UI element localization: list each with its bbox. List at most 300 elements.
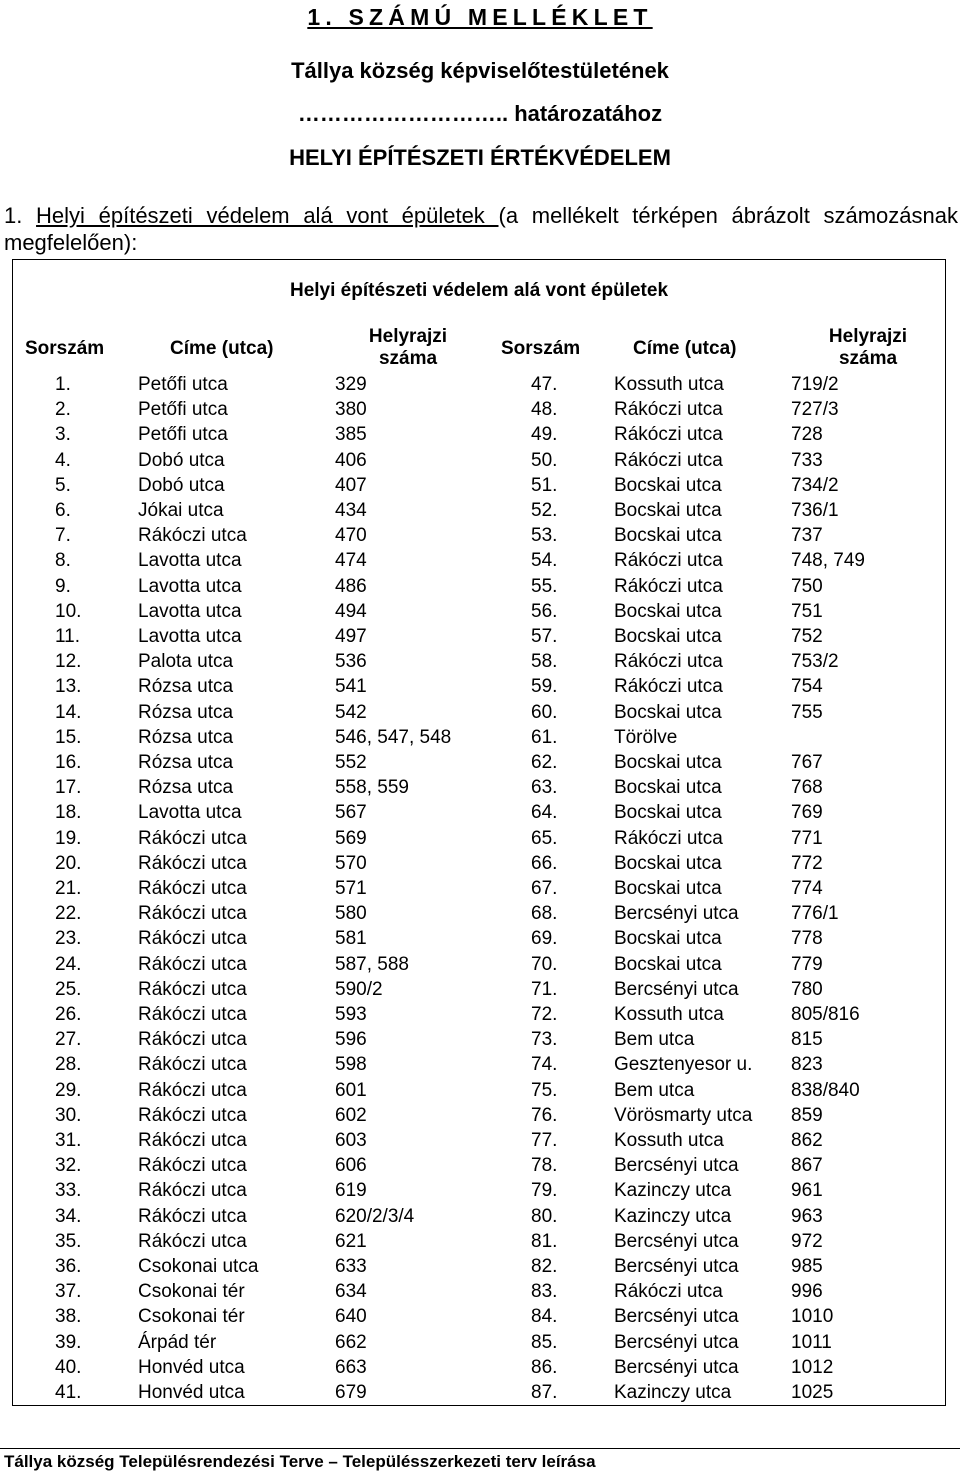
- cell-sorszam-right: 60.: [531, 701, 558, 723]
- cell-hrsz-right: 963: [791, 1205, 823, 1227]
- cell-hrsz-right: 734/2: [791, 474, 839, 496]
- cell-sorszam-right: 70.: [531, 953, 558, 975]
- cell-hrsz-left: 662: [335, 1331, 367, 1353]
- cell-cim-left: Lavotta utca: [138, 600, 242, 622]
- cell-hrsz-right: 774: [791, 878, 823, 899]
- table-row: [13, 1128, 945, 1153]
- cell-hrsz-right: 772: [791, 852, 823, 874]
- cell-cim-left: Rákóczi utca: [138, 1130, 247, 1151]
- cell-hrsz-right: 1025: [791, 1382, 834, 1403]
- cell-sorszam-left: 14.: [55, 701, 82, 723]
- cell-cim-left: Rózsa utca: [138, 726, 234, 748]
- cell-hrsz-right: 985: [791, 1256, 823, 1277]
- cell-cim-right: Kossuth utca: [614, 1004, 724, 1025]
- cell-hrsz-right: 753/2: [791, 651, 839, 673]
- table-row: [13, 1027, 945, 1052]
- cell-hrsz-right: 972: [791, 1230, 823, 1252]
- cell-sorszam-left: 26.: [55, 1004, 82, 1025]
- cell-cim-right: Bercsényi utca: [614, 1256, 739, 1277]
- cell-sorszam-right: 77.: [531, 1130, 558, 1151]
- cell-hrsz-left: 598: [335, 1054, 367, 1076]
- cell-sorszam-right: 51.: [531, 474, 558, 496]
- cell-sorszam-left: 19.: [55, 827, 82, 849]
- cell-hrsz-right: 867: [791, 1155, 823, 1177]
- cell-sorszam-left: 12.: [55, 651, 82, 673]
- table-row: [13, 1204, 945, 1229]
- cell-hrsz-left: 571: [335, 878, 367, 899]
- cell-hrsz-left: 606: [335, 1155, 367, 1177]
- table-row: [13, 1229, 945, 1254]
- cell-sorszam-right: 68.: [531, 903, 558, 925]
- cell-cim-left: Rákóczi utca: [138, 953, 247, 975]
- subtitle-council: Tállya község képviselőtestületének: [291, 58, 669, 83]
- cell-hrsz-right: 1011: [791, 1331, 832, 1353]
- cell-cim-right: Bocskai utca: [614, 802, 722, 824]
- col-header-sorszam-right: Sorszám: [501, 338, 581, 359]
- cell-sorszam-left: 41.: [55, 1382, 82, 1403]
- cell-cim-left: Honvéd utca: [138, 1382, 245, 1403]
- cell-hrsz-right: 768: [791, 777, 823, 799]
- cell-hrsz-left: 663: [335, 1356, 367, 1378]
- cell-cim-right: Bercsényi utca: [614, 903, 739, 925]
- cell-cim-right: Kossuth utca: [614, 374, 724, 395]
- cell-hrsz-right: 779: [791, 953, 823, 975]
- cell-cim-right: Bocskai utca: [614, 752, 722, 773]
- cell-cim-right: Kazinczy utca: [614, 1205, 732, 1227]
- cell-cim-right: Rákóczi utca: [614, 399, 723, 421]
- cell-hrsz-right: 767: [791, 752, 823, 773]
- cell-sorszam-left: 30.: [55, 1104, 82, 1126]
- cell-sorszam-right: 66.: [531, 852, 558, 874]
- cell-sorszam-left: 38.: [55, 1306, 82, 1328]
- cell-hrsz-right: 750: [791, 575, 823, 597]
- cell-cim-right: Bercsényi utca: [614, 1155, 739, 1177]
- col-header-hrsz-left: Helyrajzi száma: [368, 326, 448, 369]
- cell-hrsz-left: 567: [335, 802, 367, 824]
- cell-cim-left: Honvéd utca: [138, 1356, 245, 1378]
- cell-hrsz-right: 737: [791, 525, 823, 547]
- cell-sorszam-right: 72.: [531, 1004, 558, 1025]
- cell-hrsz-right: 752: [791, 626, 823, 647]
- cell-cim-left: Lavotta utca: [138, 802, 242, 824]
- cell-sorszam-right: 78.: [531, 1155, 558, 1177]
- cell-cim-left: Rózsa utca: [138, 676, 234, 698]
- cell-sorszam-right: 79.: [531, 1180, 558, 1202]
- cell-sorszam-right: 80.: [531, 1205, 558, 1227]
- cell-hrsz-right: 1012: [791, 1356, 834, 1378]
- cell-cim-right: Bocskai utca: [614, 626, 722, 647]
- cell-sorszam-right: 62.: [531, 752, 558, 773]
- cell-cim-right: Rákóczi utca: [614, 1281, 723, 1303]
- table-row: [13, 548, 945, 573]
- cell-cim-left: Rákóczi utca: [138, 1205, 247, 1227]
- cell-hrsz-left: 385: [335, 424, 367, 446]
- table-row: [13, 1380, 945, 1405]
- table-row: [13, 1052, 945, 1077]
- subtitle-resolution: ……………………….. határozatához: [297, 101, 663, 126]
- table-row: [13, 624, 945, 649]
- cell-hrsz-right: 719/2: [791, 374, 839, 395]
- cell-hrsz-left: 602: [335, 1104, 367, 1126]
- table-row: [13, 498, 945, 523]
- cell-cim-right: Bocskai utca: [614, 953, 722, 975]
- cell-sorszam-left: 20.: [55, 852, 82, 874]
- table-row: [13, 901, 945, 926]
- cell-cim-left: Petőfi utca: [138, 374, 228, 395]
- table-title: Helyi építészeti védelem alá vont épületek: [289, 280, 669, 301]
- cell-cim-left: Palota utca: [138, 651, 234, 673]
- cell-cim-right: Bocskai utca: [614, 777, 722, 799]
- cell-sorszam-left: 35.: [55, 1230, 82, 1252]
- cell-sorszam-left: 24.: [55, 953, 82, 975]
- table-row: [13, 800, 945, 825]
- cell-sorszam-left: 3.: [55, 424, 71, 446]
- cell-cim-right: Rákóczi utca: [614, 827, 723, 849]
- table-row: [13, 1279, 945, 1304]
- cell-sorszam-left: 8.: [55, 550, 71, 572]
- cell-sorszam-right: 71.: [531, 978, 558, 1000]
- cell-cim-right: Bocskai utca: [614, 928, 722, 950]
- cell-sorszam-left: 31.: [55, 1130, 82, 1151]
- cell-hrsz-left: 640: [335, 1306, 367, 1328]
- cell-hrsz-left: 434: [335, 500, 367, 521]
- cell-sorszam-left: 21.: [55, 878, 82, 899]
- cell-cim-right: Rákóczi utca: [614, 424, 723, 446]
- cell-hrsz-left: 546, 547, 548: [335, 726, 452, 748]
- cell-sorszam-right: 61.: [531, 726, 558, 748]
- cell-cim-left: Csokonai utca: [138, 1256, 259, 1277]
- table-row: [13, 1153, 945, 1178]
- cell-sorszam-right: 59.: [531, 676, 558, 698]
- document-title: 1. SZÁMÚ MELLÉKLET: [307, 4, 653, 30]
- cell-cim-left: Lavotta utca: [138, 575, 242, 597]
- cell-sorszam-left: 2.: [55, 399, 71, 421]
- cell-hrsz-right: 755: [791, 701, 823, 723]
- cell-hrsz-right: 823: [791, 1054, 823, 1076]
- cell-sorszam-left: 25.: [55, 978, 82, 1000]
- cell-sorszam-right: 83.: [531, 1281, 558, 1303]
- table-row: [13, 649, 945, 674]
- table-row: [13, 574, 945, 599]
- cell-sorszam-left: 10.: [55, 600, 82, 622]
- cell-cim-right: Bem utca: [614, 1029, 695, 1051]
- cell-cim-right: Kazinczy utca: [614, 1382, 732, 1403]
- cell-sorszam-right: 55.: [531, 575, 558, 597]
- cell-hrsz-left: 590/2: [335, 978, 383, 1000]
- cell-hrsz-right: 1010: [791, 1306, 834, 1328]
- table-row: [13, 851, 945, 876]
- cell-sorszam-right: 50.: [531, 449, 558, 471]
- cell-sorszam-right: 64.: [531, 802, 558, 824]
- cell-cim-left: Rákóczi utca: [138, 903, 247, 925]
- cell-cim-right: Rákóczi utca: [614, 575, 723, 597]
- cell-sorszam-left: 17.: [55, 777, 82, 799]
- table-row: [13, 977, 945, 1002]
- cell-cim-left: Csokonai tér: [138, 1281, 245, 1303]
- cell-sorszam-right: 54.: [531, 550, 558, 572]
- cell-cim-right: Kossuth utca: [614, 1130, 724, 1151]
- cell-cim-right: Gesztenyesor u.: [614, 1054, 753, 1076]
- cell-cim-right: Bercsényi utca: [614, 978, 739, 1000]
- cell-hrsz-right: 771: [791, 827, 823, 849]
- cell-cim-left: Lavotta utca: [138, 550, 242, 572]
- cell-hrsz-left: 679: [335, 1382, 367, 1403]
- cell-cim-left: Csokonai tér: [138, 1306, 245, 1328]
- col-header-cim-right: Címe (utca): [633, 338, 737, 359]
- cell-sorszam-left: 1.: [55, 374, 71, 395]
- cell-cim-right: Bocskai utca: [614, 701, 722, 723]
- cell-cim-right: Bercsényi utca: [614, 1331, 739, 1353]
- cell-hrsz-left: 406: [335, 449, 367, 471]
- cell-cim-left: Árpád tér: [138, 1331, 217, 1353]
- cell-hrsz-left: 581: [335, 928, 367, 950]
- cell-cim-left: Rákóczi utca: [138, 1029, 247, 1051]
- cell-sorszam-left: 27.: [55, 1029, 82, 1051]
- cell-hrsz-left: 380: [335, 399, 367, 421]
- cell-cim-left: Rákóczi utca: [138, 1155, 247, 1177]
- cell-cim-left: Rákóczi utca: [138, 878, 247, 899]
- cell-hrsz-right: 815: [791, 1029, 823, 1051]
- cell-sorszam-left: 22.: [55, 903, 82, 925]
- cell-hrsz-left: 620/2/3/4: [335, 1205, 415, 1227]
- table-row: [13, 372, 945, 397]
- cell-hrsz-left: 603: [335, 1130, 367, 1151]
- cell-cim-right: Bocskai utca: [614, 500, 722, 521]
- cell-sorszam-left: 29.: [55, 1079, 82, 1101]
- cell-sorszam-right: 63.: [531, 777, 558, 799]
- cell-cim-left: Dobó utca: [138, 449, 225, 471]
- cell-sorszam-right: 84.: [531, 1306, 558, 1328]
- cell-hrsz-left: 494: [335, 600, 367, 622]
- table-row: [13, 1330, 945, 1355]
- cell-cim-left: Rákóczi utca: [138, 852, 247, 874]
- cell-cim-right: Bocskai utca: [614, 525, 722, 547]
- cell-hrsz-left: 634: [335, 1281, 367, 1303]
- page-footer: Tállya község Településrendezési Terve – Településszerkezeti terv leírása: [4, 1452, 596, 1471]
- cell-hrsz-left: 407: [335, 474, 367, 496]
- cell-cim-left: Petőfi utca: [138, 399, 228, 421]
- cell-hrsz-right: 862: [791, 1130, 823, 1151]
- cell-sorszam-left: 7.: [55, 525, 71, 547]
- table-row: [13, 397, 945, 422]
- cell-sorszam-left: 34.: [55, 1205, 82, 1227]
- cell-sorszam-left: 9.: [55, 575, 71, 597]
- intro-lead: 1.: [4, 203, 37, 228]
- cell-sorszam-right: 69.: [531, 928, 558, 950]
- cell-sorszam-right: 87.: [531, 1382, 558, 1403]
- cell-sorszam-left: 28.: [55, 1054, 82, 1076]
- cell-hrsz-left: 329: [335, 374, 367, 395]
- table-row: [13, 876, 945, 901]
- cell-hrsz-right: 859: [791, 1104, 823, 1126]
- cell-hrsz-left: 486: [335, 575, 367, 597]
- cell-sorszam-right: 49.: [531, 424, 558, 446]
- cell-sorszam-left: 13.: [55, 676, 82, 698]
- cell-hrsz-left: 541: [335, 676, 367, 698]
- cell-hrsz-right: 838/840: [791, 1079, 860, 1101]
- cell-cim-left: Lavotta utca: [138, 626, 242, 647]
- cell-hrsz-right: 780: [791, 978, 823, 1000]
- cell-hrsz-right: 769: [791, 802, 823, 824]
- table-row: [13, 422, 945, 447]
- table-row: [13, 1355, 945, 1380]
- subtitle-section: HELYI ÉPÍTÉSZETI ÉRTÉKVÉDELEM: [289, 145, 671, 170]
- cell-sorszam-right: 53.: [531, 525, 558, 547]
- cell-sorszam-right: 75.: [531, 1079, 558, 1101]
- cell-hrsz-left: 552: [335, 752, 367, 773]
- cell-hrsz-left: 587, 588: [335, 953, 409, 975]
- cell-hrsz-right: 996: [791, 1281, 823, 1303]
- cell-hrsz-right: 733: [791, 449, 823, 471]
- cell-sorszam-right: 48.: [531, 399, 558, 421]
- cell-hrsz-left: 593: [335, 1004, 367, 1025]
- cell-cim-left: Rákóczi utca: [138, 1230, 247, 1252]
- cell-cim-left: Petőfi utca: [138, 424, 228, 446]
- cell-cim-left: Rózsa utca: [138, 752, 234, 773]
- cell-hrsz-right: 727/3: [791, 399, 839, 421]
- cell-cim-left: Rákóczi utca: [138, 1079, 247, 1101]
- cell-cim-right: Rákóczi utca: [614, 651, 723, 673]
- cell-hrsz-left: 619: [335, 1180, 367, 1202]
- intro-underlined: Helyi építészeti védelem alá vont épületek: [36, 203, 499, 228]
- cell-hrsz-right: 754: [791, 676, 823, 698]
- cell-hrsz-right: 778: [791, 928, 823, 950]
- cell-cim-right: Törölve: [614, 726, 678, 748]
- cell-sorszam-left: 39.: [55, 1331, 82, 1353]
- cell-hrsz-left: 497: [335, 626, 367, 647]
- cell-sorszam-left: 32.: [55, 1155, 82, 1177]
- cell-cim-right: Bocskai utca: [614, 600, 722, 622]
- cell-sorszam-left: 23.: [55, 928, 82, 950]
- cell-hrsz-right: 805/816: [791, 1004, 860, 1025]
- table-row: [13, 1078, 945, 1103]
- cell-sorszam-left: 4.: [55, 449, 71, 471]
- cell-cim-left: Rákóczi utca: [138, 1054, 247, 1076]
- cell-sorszam-left: 16.: [55, 752, 82, 773]
- cell-cim-right: Rákóczi utca: [614, 449, 723, 471]
- cell-sorszam-left: 5.: [55, 474, 71, 496]
- cell-hrsz-left: 580: [335, 903, 367, 925]
- cell-cim-left: Rákóczi utca: [138, 1104, 247, 1126]
- cell-sorszam-left: 6.: [55, 500, 71, 521]
- cell-hrsz-left: 474: [335, 550, 367, 572]
- cell-hrsz-left: 621: [335, 1230, 367, 1252]
- table-row: [13, 1254, 945, 1279]
- cell-cim-left: Rákóczi utca: [138, 928, 247, 950]
- cell-cim-left: Rákóczi utca: [138, 1004, 247, 1025]
- cell-sorszam-right: 52.: [531, 500, 558, 521]
- footer-divider: [0, 1448, 960, 1449]
- cell-sorszam-right: 85.: [531, 1331, 558, 1353]
- table-row: [13, 700, 945, 725]
- cell-hrsz-left: 558, 559: [335, 777, 409, 799]
- cell-cim-right: Rákóczi utca: [614, 550, 723, 572]
- cell-hrsz-right: 751: [791, 600, 823, 622]
- cell-cim-left: Rákóczi utca: [138, 525, 247, 547]
- cell-hrsz-left: 542: [335, 701, 367, 723]
- cell-sorszam-right: 86.: [531, 1356, 558, 1378]
- table-row: [13, 1103, 945, 1128]
- table-row: [13, 448, 945, 473]
- cell-hrsz-right: 776/1: [791, 903, 839, 925]
- cell-cim-left: Rózsa utca: [138, 777, 234, 799]
- cell-cim-right: Bocskai utca: [614, 878, 722, 899]
- cell-sorszam-left: 33.: [55, 1180, 82, 1202]
- table-row: [13, 775, 945, 800]
- cell-sorszam-right: 57.: [531, 626, 558, 647]
- cell-sorszam-right: 67.: [531, 878, 558, 899]
- cell-cim-right: Bocskai utca: [614, 474, 722, 496]
- cell-hrsz-left: 569: [335, 827, 367, 849]
- table-row: [13, 599, 945, 624]
- cell-sorszam-right: 81.: [531, 1230, 558, 1252]
- cell-sorszam-left: 18.: [55, 802, 82, 824]
- cell-sorszam-right: 47.: [531, 374, 558, 395]
- cell-hrsz-left: 601: [335, 1079, 367, 1101]
- cell-hrsz-right: 961: [791, 1180, 823, 1202]
- cell-sorszam-right: 82.: [531, 1256, 558, 1277]
- cell-cim-left: Rózsa utca: [138, 701, 234, 723]
- buildings-table: [12, 259, 946, 1406]
- cell-cim-right: Bercsényi utca: [614, 1306, 739, 1328]
- cell-sorszam-left: 15.: [55, 726, 82, 748]
- cell-cim-right: Bercsényi utca: [614, 1230, 739, 1252]
- col-header-cim-left: Címe (utca): [170, 338, 274, 359]
- cell-sorszam-left: 40.: [55, 1356, 82, 1378]
- cell-hrsz-left: 536: [335, 651, 367, 673]
- intro-rest: (a mellékelt térképen ábrázolt számozásnak megfelelően):: [4, 203, 958, 255]
- cell-hrsz-left: 596: [335, 1029, 367, 1051]
- cell-sorszam-right: 74.: [531, 1054, 558, 1076]
- cell-sorszam-right: 73.: [531, 1029, 558, 1051]
- cell-hrsz-left: 570: [335, 852, 367, 874]
- cell-cim-left: Rákóczi utca: [138, 827, 247, 849]
- table-row: [13, 826, 945, 851]
- table-row: [13, 473, 945, 498]
- cell-cim-right: Bercsényi utca: [614, 1356, 739, 1378]
- cell-cim-left: Dobó utca: [138, 474, 225, 496]
- cell-sorszam-right: 76.: [531, 1104, 558, 1126]
- table-row: [13, 725, 945, 750]
- col-header-hrsz-right: Helyrajzi száma: [828, 326, 908, 369]
- table-row: [13, 750, 945, 775]
- cell-cim-left: Rákóczi utca: [138, 978, 247, 1000]
- cell-cim-right: Vörösmarty utca: [614, 1104, 753, 1126]
- cell-cim-left: Rákóczi utca: [138, 1180, 247, 1202]
- cell-sorszam-right: 56.: [531, 600, 558, 622]
- cell-hrsz-right: 736/1: [791, 500, 839, 521]
- cell-sorszam-left: 11.: [55, 626, 81, 647]
- cell-sorszam-right: 58.: [531, 651, 558, 673]
- cell-cim-right: Bocskai utca: [614, 852, 722, 874]
- cell-cim-left: Jókai utca: [138, 500, 224, 521]
- intro-paragraph: [4, 202, 958, 256]
- cell-sorszam-right: 65.: [531, 827, 558, 849]
- cell-cim-right: Rákóczi utca: [614, 676, 723, 698]
- table-row: [13, 523, 945, 548]
- table-row: [13, 1178, 945, 1203]
- cell-cim-right: Kazinczy utca: [614, 1180, 732, 1202]
- cell-sorszam-left: 36.: [55, 1256, 82, 1277]
- cell-hrsz-right: 748, 749: [791, 550, 865, 572]
- table-row: [13, 1002, 945, 1027]
- table-row: [13, 674, 945, 699]
- cell-cim-right: Bem utca: [614, 1079, 695, 1101]
- table-row: [13, 926, 945, 951]
- table-row: [13, 1304, 945, 1329]
- cell-hrsz-left: 470: [335, 525, 367, 547]
- cell-hrsz-left: 633: [335, 1256, 367, 1277]
